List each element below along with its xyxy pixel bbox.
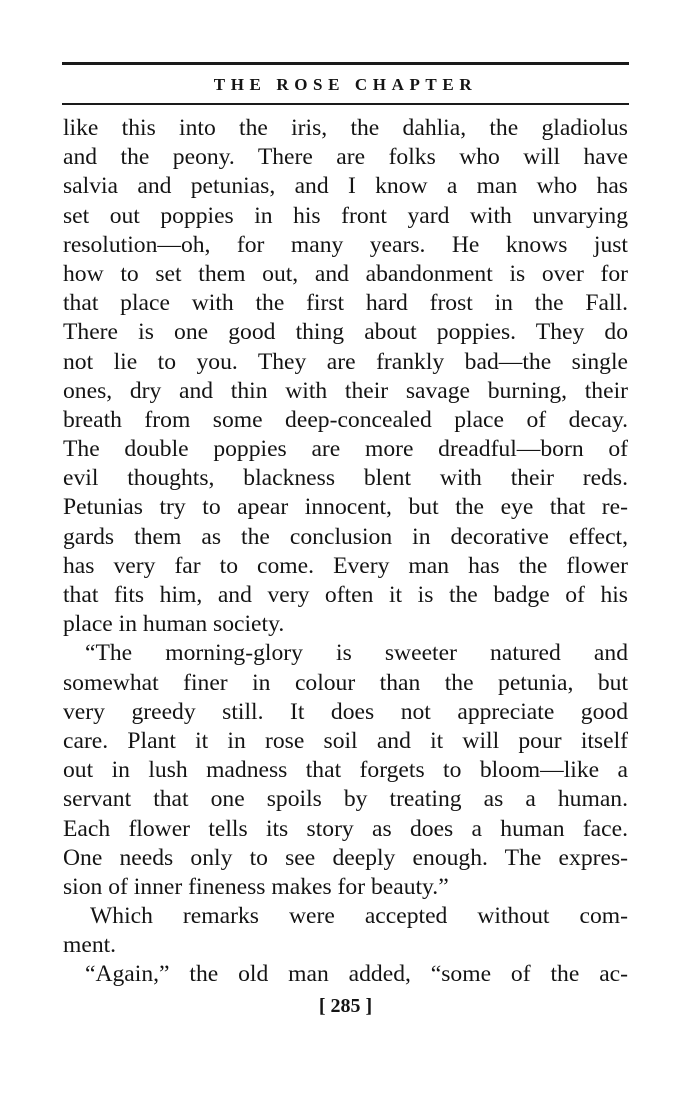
text-line: sion of inner fineness makes for beauty.” bbox=[63, 873, 449, 900]
text-line: like this into the iris, the dahlia, the gladiolus bbox=[63, 115, 628, 141]
text-line: ment. bbox=[63, 932, 117, 959]
text-line: evil thoughts, blackness blent with their reds. bbox=[63, 465, 628, 492]
text-line: There is one good thing about poppies. They do bbox=[63, 319, 628, 346]
text-line: out in lush madness that forgets to bloom—like a bbox=[63, 757, 628, 784]
text-line: and the peony. There are folks who will have bbox=[63, 144, 628, 171]
text-line: One needs only to see deeply enough. The expres- bbox=[63, 844, 628, 871]
text-line: “The morning-glory is sweeter natured and bbox=[85, 640, 628, 667]
text-line: gards them as the conclusion in decorative effect, bbox=[63, 523, 628, 550]
page-number: [ 285 ] bbox=[318, 995, 373, 1017]
running-head: THE ROSE CHAPTER bbox=[213, 75, 478, 94]
text-line: has very far to come. Every man has the flower bbox=[63, 552, 628, 579]
text-line: Petunias try to apear innocent, but the eye that re- bbox=[63, 494, 628, 521]
page-body bbox=[63, 114, 628, 990]
text-line: set out poppies in his front yard with unvarying bbox=[63, 202, 628, 229]
text-line: “Again,” the old man added, “some of the ac- bbox=[85, 961, 628, 988]
text-line: servant that one spoils by treating as a human. bbox=[63, 786, 628, 813]
text-line: somewhat finer in colour than the petunia, but bbox=[63, 669, 628, 696]
text-line: Each flower tells its story as does a human face. bbox=[63, 815, 628, 842]
text-line: place in human society. bbox=[63, 611, 285, 638]
text-line: resolution—oh, for many years. He knows just bbox=[63, 231, 628, 258]
text-line: Which remarks were accepted without com- bbox=[90, 903, 628, 930]
text-line: care. Plant it in rose soil and it will pour itself bbox=[63, 727, 628, 754]
text-line: The double poppies are more dreadful—born of bbox=[63, 436, 628, 463]
text-line: breath from some deep-concealed place of decay. bbox=[63, 406, 628, 433]
header-rule-bottom bbox=[62, 103, 629, 105]
text-line: ones, dry and thin with their savage burning, their bbox=[63, 377, 628, 404]
text-line: very greedy still. It does not appreciate good bbox=[63, 698, 628, 725]
text-line: how to set them out, and abandonment is over for bbox=[63, 260, 628, 287]
text-line: salvia and petunias, and I know a man who has bbox=[63, 173, 628, 200]
text-line: that fits him, and very often it is the badge of his bbox=[63, 582, 628, 608]
text-line: that place with the first hard frost in the Fall. bbox=[63, 290, 628, 317]
header-rule-top bbox=[62, 62, 629, 65]
text-line: not lie to you. They are frankly bad—the single bbox=[63, 348, 628, 375]
